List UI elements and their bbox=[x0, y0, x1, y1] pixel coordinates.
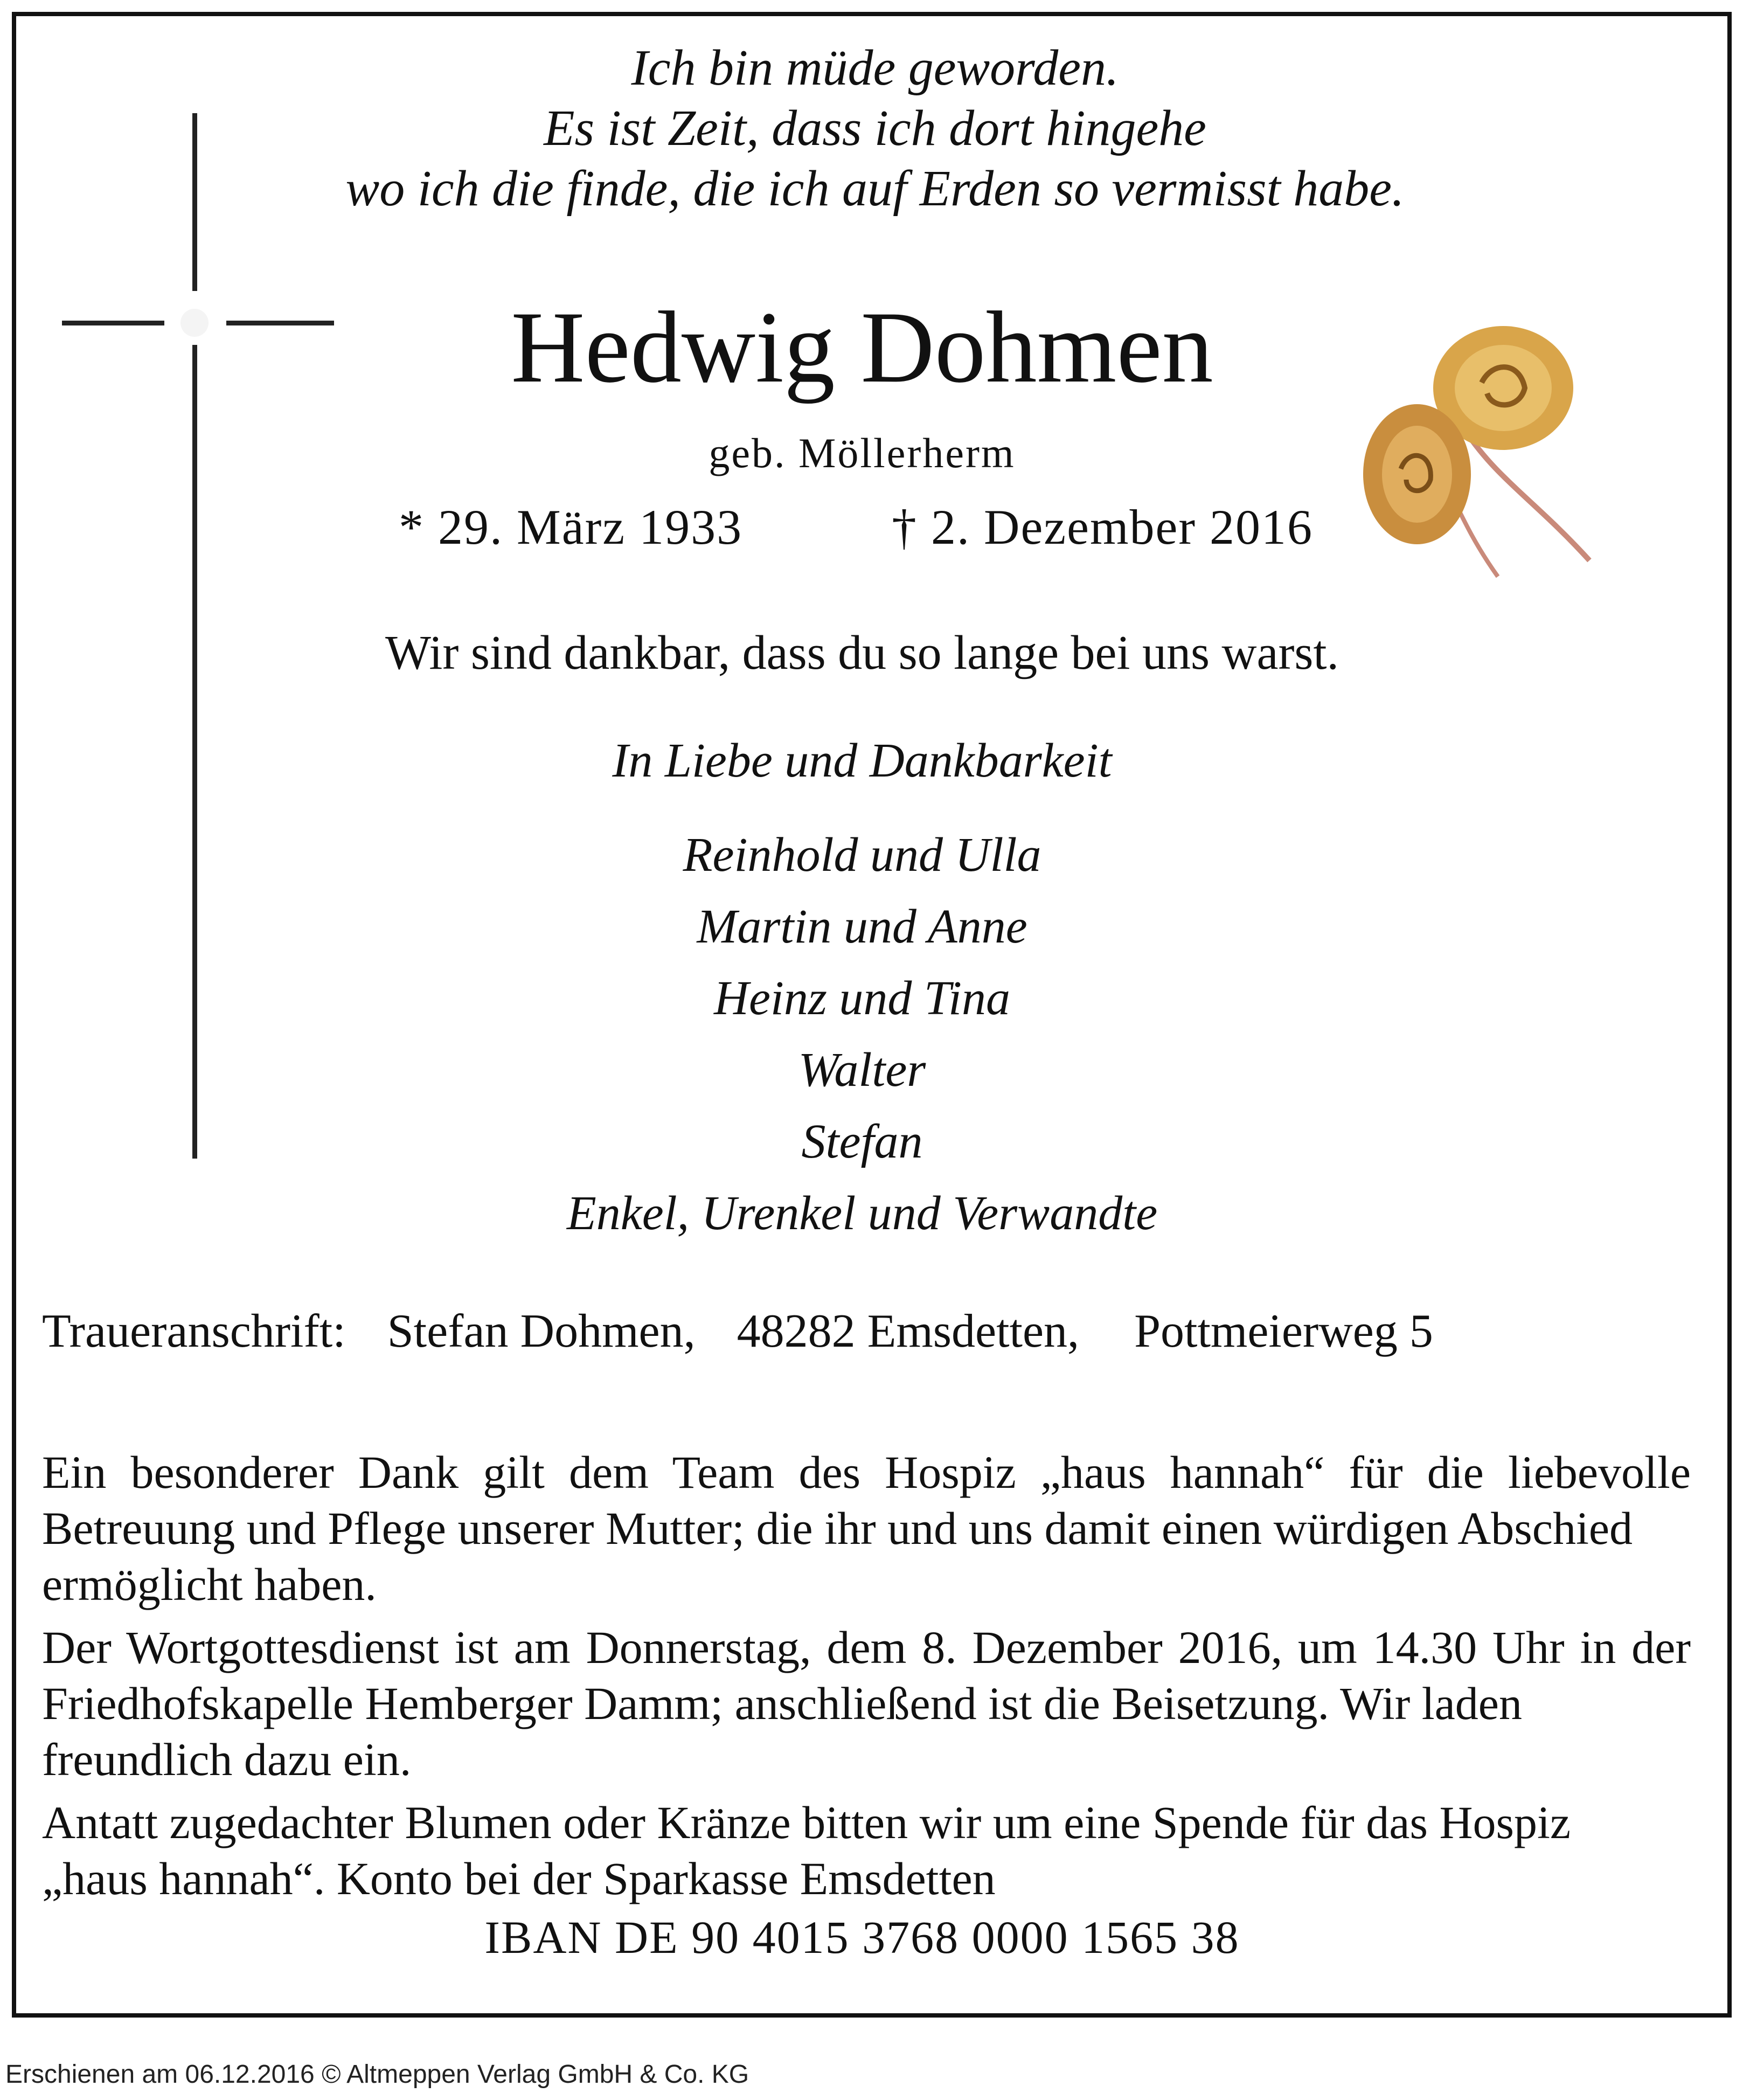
mourner: Reinhold und Ulla bbox=[683, 828, 1041, 882]
publication-footer: Erschienen am 06.12.2016 © Altmeppen Verlag GmbH & Co. KG bbox=[5, 2060, 749, 2089]
iban: IBAN DE 90 4015 3768 0000 1565 38 bbox=[484, 1911, 1240, 1963]
address-name: Stefan Dohmen, bbox=[387, 1305, 696, 1357]
paragraph-last-line: freundlich dazu ein. bbox=[42, 1734, 412, 1785]
service-paragraph bbox=[42, 1619, 1691, 1787]
mourner: Heinz und Tina bbox=[713, 972, 1011, 1025]
paragraph-body: Der Wortgottesdienst ist am Donnerstag, dem 8. Dezember 2016, um 14.30 Uhr in der Friedhofskapelle Hemberger Damm; anschließend ist die Beisetzung. Wir laden bbox=[42, 1621, 1691, 1729]
address-label: Traueranschrift: bbox=[42, 1305, 346, 1357]
paragraph-last-line: ermöglicht haben. bbox=[42, 1558, 377, 1610]
paragraph-body: Antatt zugedachter Blumen oder Kränze bitten wir um eine Spende für das Hospiz bbox=[42, 1797, 1571, 1848]
mourning-address bbox=[42, 1304, 1433, 1359]
mourner: Enkel, Urenkel und Verwandte bbox=[566, 1187, 1158, 1240]
address-street: Pottmeierweg 5 bbox=[1134, 1305, 1433, 1357]
address-city: 48282 Emsdetten, bbox=[737, 1305, 1080, 1357]
motto bbox=[0, 38, 1750, 219]
birth-date: * 29. März 1933 bbox=[399, 500, 743, 555]
motto-line: Ich bin müde geworden. bbox=[631, 40, 1119, 96]
hospice-thanks-paragraph bbox=[42, 1444, 1691, 1612]
mourner: Stefan bbox=[801, 1115, 923, 1168]
paragraph-last-line: „haus hannah“. Konto bei der Sparkasse Emsdetten bbox=[42, 1853, 996, 1904]
gratitude-line: Wir sind dankbar, dass du so lange bei uns warst. bbox=[385, 626, 1339, 680]
motto-line: Es ist Zeit, dass ich dort hingehe bbox=[544, 100, 1206, 156]
death-date: † 2. Dezember 2016 bbox=[892, 500, 1313, 555]
donation-paragraph bbox=[42, 1794, 1691, 1907]
birth-name: geb. Möllerherm bbox=[709, 429, 1016, 476]
mourner: Martin und Anne bbox=[697, 900, 1027, 953]
mourners-list bbox=[0, 819, 1724, 1249]
closing-line: In Liebe und Dankbarkeit bbox=[612, 734, 1112, 787]
deceased-name: Hedwig Dohmen bbox=[511, 291, 1213, 404]
motto-line: wo ich die finde, die ich auf Erden so vermisst habe. bbox=[345, 161, 1405, 217]
paragraph-body: Ein besonderer Dank gilt dem Team des Hospiz „haus hannah“ für die liebevolle Betreuung und Pflege unserer Mutter; die ihr und uns damit einen würdigen Abschied bbox=[42, 1446, 1691, 1554]
mourner: Walter bbox=[798, 1043, 926, 1097]
